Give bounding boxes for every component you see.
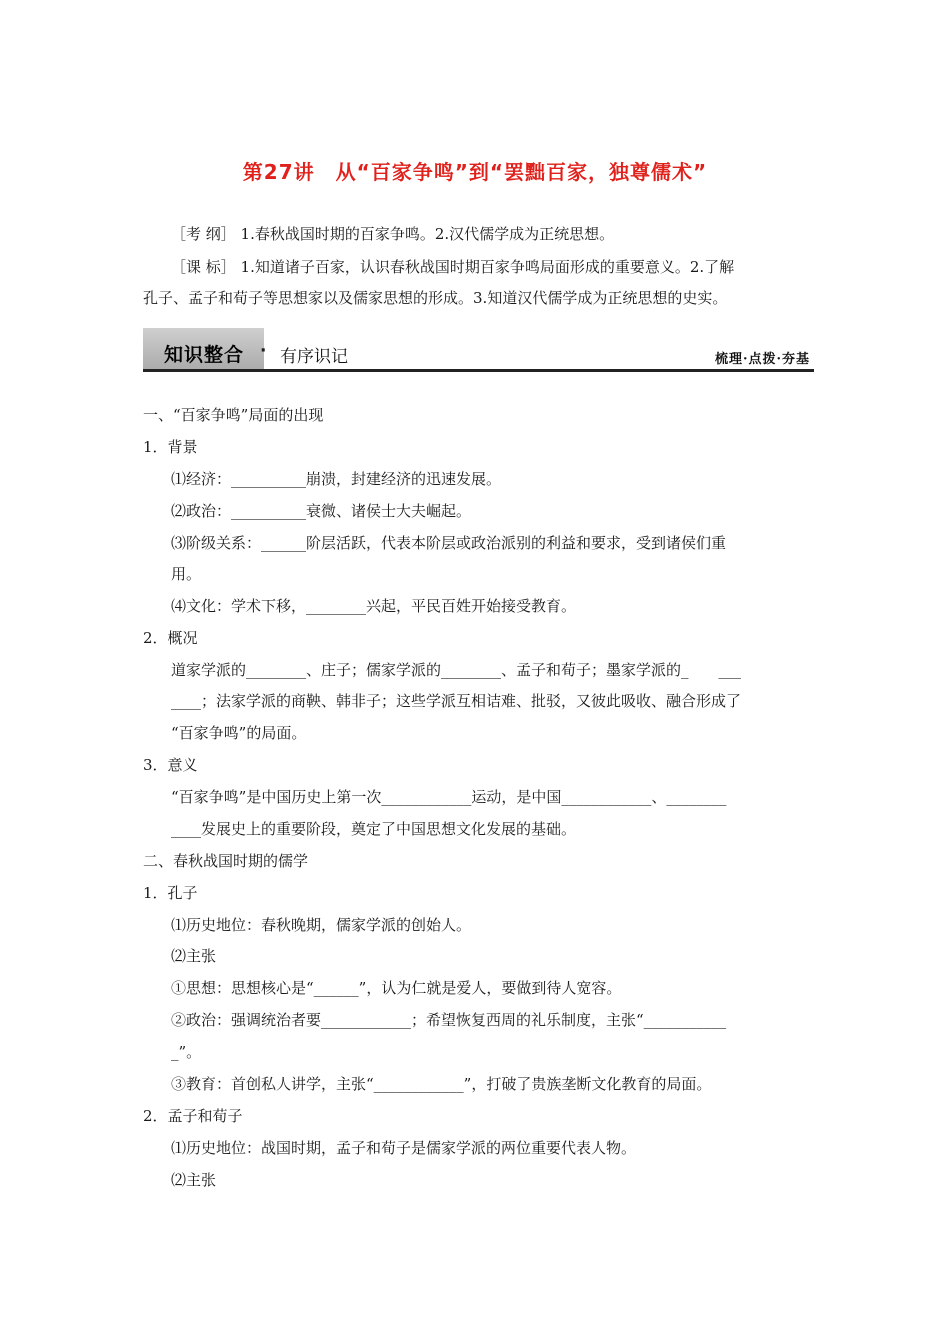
item-politics: ⑵政治：__________衰微、诸侯士大夫崛起。 xyxy=(171,502,472,520)
exam-outline: ［考 纲］ 1.春秋战国时期的百家争鸣。2.汉代儒学成为正统思想。 xyxy=(171,225,615,243)
confucius-views-heading: ⑵主张 xyxy=(171,947,217,965)
confucius-politics-cont: _”。 xyxy=(171,1043,202,1061)
item-class-relations: ⑶阶级关系：______阶层活跃，代表本阶层或政治派别的利益和要求，受到诸侯们重 xyxy=(171,534,727,552)
curriculum-standard-line-2: 孔子、孟子和荀子等思想家以及儒家思想的形成。3.知道汉代儒学成为正统思想的史实。 xyxy=(143,289,728,307)
mencius-xunzi-views-heading: ⑵主张 xyxy=(171,1171,217,1189)
subheading-background: 1．背景 xyxy=(143,438,198,456)
subheading-overview: 2．概况 xyxy=(143,629,198,647)
banner-underline xyxy=(143,369,814,372)
overview-line-1: 道家学派的________、庄子；儒家学派的________、孟子和荀子；墨家学派的_ ___ xyxy=(171,661,742,679)
subheading-confucius: 1．孔子 xyxy=(143,884,198,902)
confucius-status: ⑴历史地位：春秋晚期，儒家学派的创始人。 xyxy=(171,916,472,934)
item-culture: ⑷文化：学术下移，________兴起，平民百姓开始接受教育。 xyxy=(171,597,577,615)
curriculum-standard-line-1: ［课 标］ 1.知道诸子百家，认识春秋战国时期百家争鸣局面形成的重要意义。2.了解 xyxy=(171,258,735,276)
confucius-politics: ②政治：强调统治者要____________；希望恢复西周的礼乐制度，主张“___________ xyxy=(171,1011,727,1029)
banner-main-label: 知识整合 xyxy=(164,344,245,366)
banner-sub-label: 有序识记 xyxy=(280,347,348,367)
confucius-thought: ①思想：思想核心是“______”，认为仁就是爱人，要做到待人宽容。 xyxy=(171,979,622,997)
subheading-mencius-xunzi: 2．孟子和荀子 xyxy=(143,1107,243,1125)
mencius-xunzi-status: ⑴历史地位：战国时期，孟子和荀子是儒家学派的两位重要代表人物。 xyxy=(171,1139,637,1157)
heading-section-1: 一、“百家争鸣”局面的出现 xyxy=(143,406,324,424)
overview-line-2: ____；法家学派的商鞅、韩非子；这些学派互相诘难、批驳，又彼此吸收、融合形成了 xyxy=(171,692,742,710)
item-class-relations-cont: 用。 xyxy=(171,565,202,583)
confucius-education: ③教育：首创私人讲学，主张“____________”，打破了贵族垄断文化教育的局面。 xyxy=(171,1075,712,1093)
item-economy: ⑴经济：__________崩溃，封建经济的迅速发展。 xyxy=(171,470,502,488)
overview-line-3: “百家争鸣”的局面。 xyxy=(171,724,307,742)
subheading-significance: 3．意义 xyxy=(143,756,198,774)
lesson-title: 第27讲 从“百家争鸣”到“罢黜百家，独尊儒术” xyxy=(242,160,708,184)
banner-separator-dot: · xyxy=(260,341,267,361)
heading-section-2: 二、春秋战国时期的儒学 xyxy=(143,852,309,870)
section-banner xyxy=(143,328,814,374)
significance-line-1: “百家争鸣”是中国历史上第一次____________运动，是中国____________、________ xyxy=(171,788,727,806)
banner-right-label: 梳理·点拨·夯基 xyxy=(714,352,810,367)
significance-line-2: ____发展史上的重要阶段，奠定了中国思想文化发展的基础。 xyxy=(171,820,577,838)
